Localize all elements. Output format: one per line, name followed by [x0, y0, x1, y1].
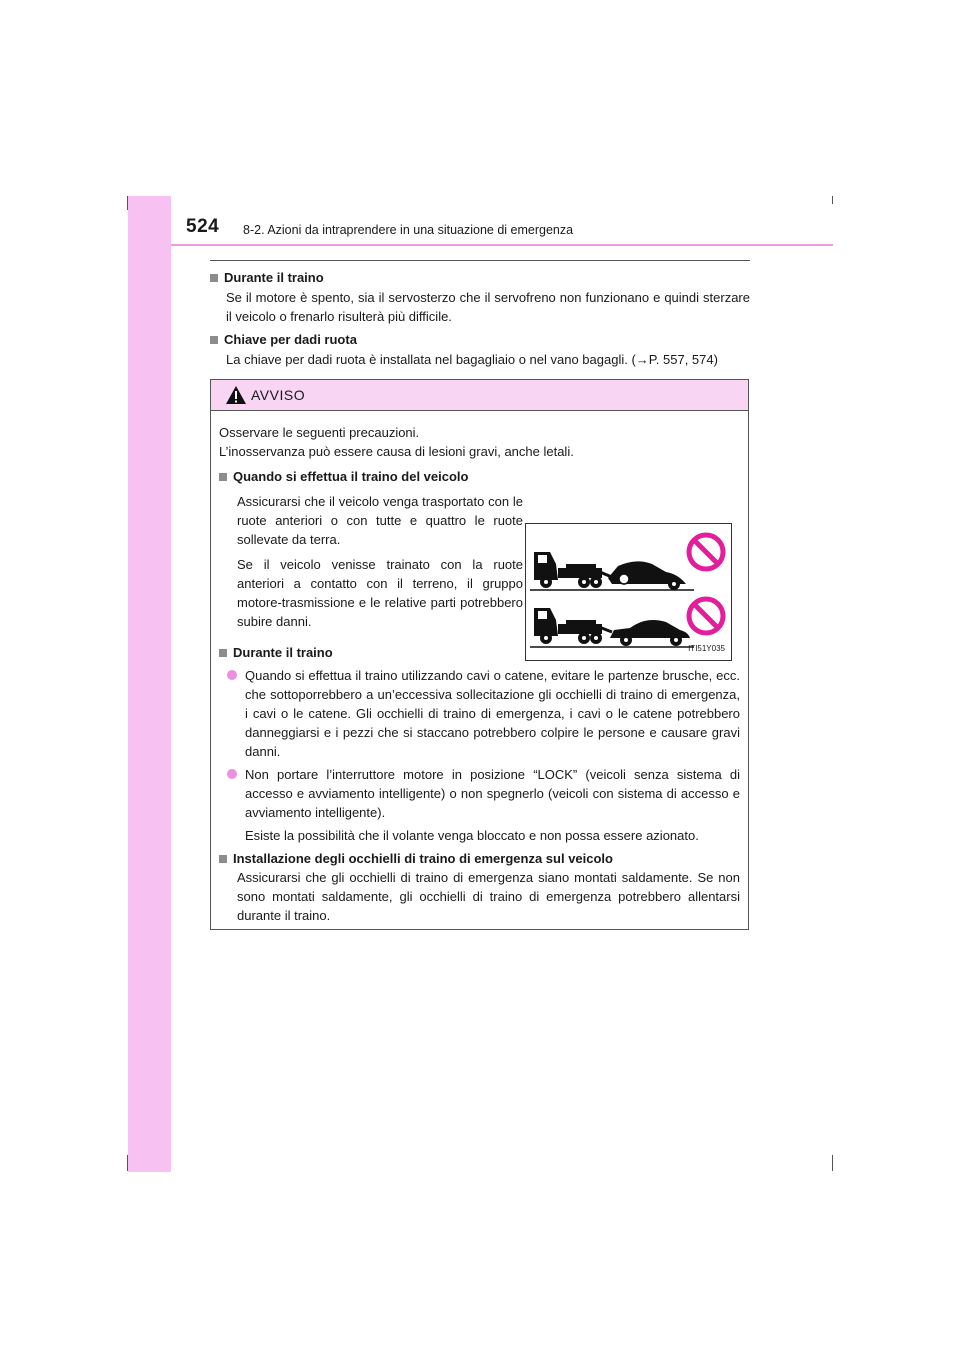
warning-intro-line: L’inosservanza può essere causa di lesioni gravi, anche letali.: [219, 444, 574, 459]
subhead-text: Durante il traino: [233, 645, 333, 660]
warning-label: AVVISO: [251, 387, 306, 403]
square-bullet-icon: [219, 473, 227, 481]
square-bullet-icon: [210, 336, 218, 344]
bullet-item: [219, 666, 740, 761]
square-bullet-icon: [219, 855, 227, 863]
crop-mark: [127, 196, 128, 210]
bullet-text: Quando si effettua il traino utilizzando cavi o catene, evitare le partenze brusche, ecc. che sottoporrebbero a un’eccessiva sollecitazione gli occhielli di traino di emergenza, i cavi o le catene. Gli occhielli di traino di emergenza, i cavi o le catene potrebbero danneggiarsi e i pezzi che si staccano potrebbero colpire le persone e causare gravi danni.: [245, 668, 740, 759]
square-bullet-icon: [219, 649, 227, 657]
prohibited-icon: [689, 535, 723, 569]
body-text: Assicurarsi che gli occhielli di traino di emergenza siano montati saldamente. Se non sono montati saldamente, gli occhielli di traino di emergenza potrebbero allentarsi durante il traino.: [237, 870, 740, 923]
header-rule: [171, 244, 833, 246]
body-text: Se il veicolo venisse trainato con la ruote anteriori a contatto con il terreno, il gruppo motore-trasmissione e le relative parti potrebbero subire danni.: [237, 557, 523, 629]
body-text: Se il motore è spento, sia il servosterzo che il servofreno non funzionano e quindi sterzare il veicolo o frenarlo risulterà più difficile.: [226, 289, 750, 324]
body-text: La chiave per dadi ruota è installata nel bagagliaio o nel vano bagagli. (→P. 557, 574): [226, 351, 718, 367]
tow-truck-icon: [534, 608, 612, 644]
intro-section-wrench: [210, 330, 750, 369]
warning-triangle-icon: [225, 385, 247, 405]
warning-box: [210, 379, 749, 930]
subhead: [219, 849, 740, 868]
subhead: [210, 268, 750, 288]
side-color-strip: [128, 196, 171, 1172]
section-title: 8-2. Azioni da intraprendere in una situazione di emergenza: [243, 223, 574, 237]
warning-header: [211, 380, 748, 411]
figure-text: [219, 492, 523, 637]
subhead: [219, 467, 740, 486]
car-icon: [610, 620, 690, 646]
bullet-text: Non portare l’interruttore motore in posizione “LOCK” (veicoli senza sistema di accesso e avviamento intelligente) o non spegnerlo (veicoli con sistema di accesso e avviamento intelligente).: [245, 767, 740, 820]
subhead-text: Chiave per dadi ruota: [224, 332, 357, 347]
warning-body: [211, 411, 748, 925]
bullet-note: Esiste la possibilità che il volante venga bloccato e non possa essere azionato.: [245, 828, 699, 843]
towing-illustration: [525, 523, 732, 661]
round-bullet-icon: [227, 670, 237, 680]
prohibited-icon: [689, 599, 723, 633]
intro-section-towing: [210, 268, 750, 327]
crop-mark: [832, 196, 833, 204]
body-text: Assicurarsi che il veicolo venga trasportato con le ruote anteriori o con tutte e quattro le ruote sollevate da terra.: [237, 494, 523, 547]
warning-intro-line: Osservare le seguenti precauzioni.: [219, 425, 420, 440]
crop-mark: [127, 1155, 128, 1171]
subhead: [210, 330, 750, 350]
tow-truck-icon: [534, 552, 614, 588]
subhead-text: Quando si effettua il traino del veicolo: [233, 469, 469, 484]
top-rule: [210, 260, 750, 261]
subhead-text: Durante il traino: [224, 270, 324, 285]
figure-code: ITI51Y035: [688, 644, 725, 653]
bullet-item: [219, 765, 740, 822]
subhead-text: Installazione degli occhielli di traino di emergenza sul veicolo: [233, 851, 613, 866]
square-bullet-icon: [210, 274, 218, 282]
page-number: 524: [186, 216, 220, 237]
crop-mark: [832, 1155, 833, 1171]
car-icon: [608, 561, 686, 590]
round-bullet-icon: [227, 769, 237, 779]
